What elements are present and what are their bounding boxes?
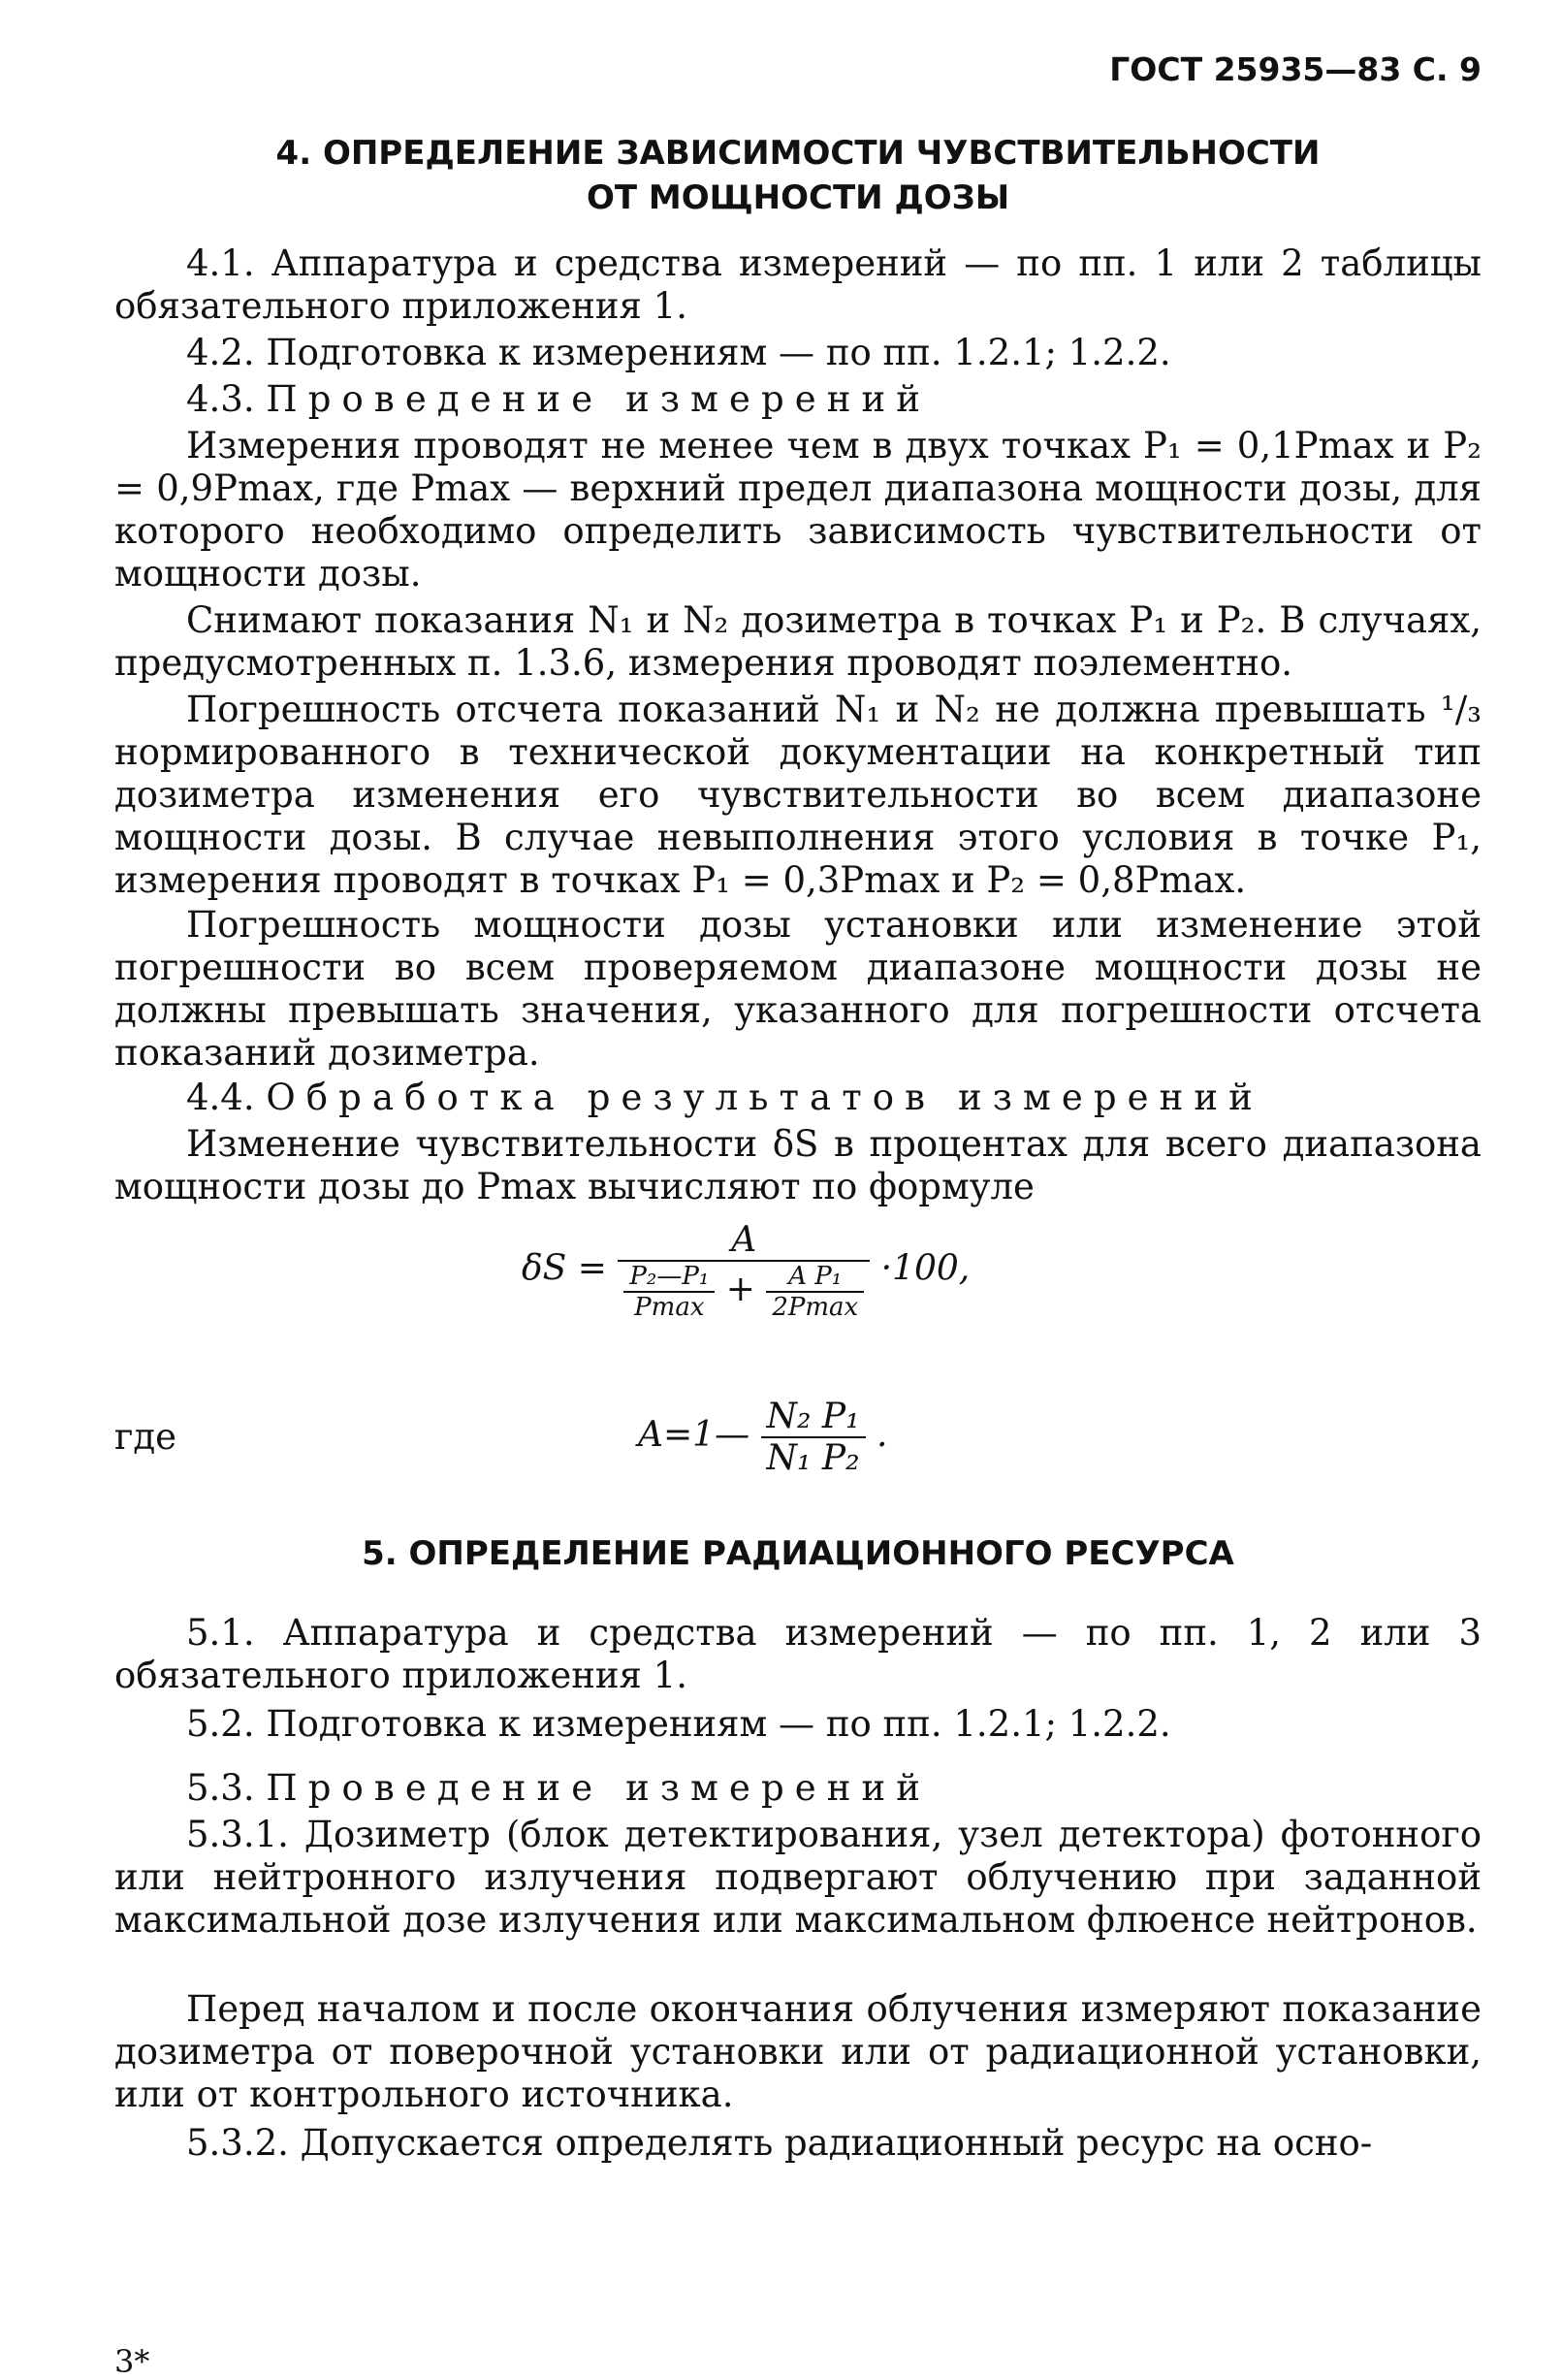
formula-main-fraction — [618, 1220, 870, 1322]
formula-den-fraction-a — [623, 1262, 715, 1322]
where-label: где — [114, 1416, 177, 1458]
subsection-title: Проведение измерений — [266, 378, 932, 420]
formula-sensitivity — [114, 1220, 1562, 1322]
heading-line-2: ОТ МОЩНОСТИ ДОЗЫ — [586, 177, 1010, 217]
formula-den-fraction-b — [766, 1262, 864, 1322]
section-4-heading — [114, 132, 1482, 221]
formula-a-lhs: A=1— — [638, 1415, 750, 1455]
paragraph-4-3-b: Снимают показания N₁ и N₂ дозиметра в точках P₁ и P₂. В случаях, предусмотренных п. 1.3.6, измерения проводят поэлементно. — [114, 599, 1482, 684]
formula-numerator: A — [618, 1220, 870, 1262]
paragraph-4-4-a: Изменение чувствительности δS в процентах для всего диапазона мощности дозы до Pmax вычисляют по формуле — [114, 1123, 1482, 1207]
formula-denominator — [618, 1262, 870, 1322]
subsection-title: Обработка результатов измерений — [266, 1077, 1263, 1118]
heading-section-5: 5. ОПРЕДЕЛЕНИЕ РАДИАЦИОННОГО РЕСУРСА — [362, 1534, 1234, 1573]
formula-a-denominator: N₁ P₂ — [766, 1438, 860, 1478]
formula-a-fraction — [761, 1397, 866, 1478]
paragraph-4-4-heading — [114, 1077, 1482, 1119]
paragraph-4-3-a: Измерения проводят не менее чем в двух точках P₁ = 0,1Pmax и P₂ = 0,9Pmax, где Pmax — верхний предел диапазона мощности дозы, для которого необходимо определить зависимость чувствительности от мощности дозы. — [114, 425, 1482, 595]
paragraph-5-3-1-b: Перед началом и после окончания облучения измеряют показание дозиметра от поверочной установки или от радиационной установки, или от контрольного источника. — [114, 1988, 1482, 2115]
section-number: 4.3. — [186, 378, 255, 420]
paragraph-4-3-heading — [114, 378, 1482, 421]
den-b-denominator: 2Pmax — [772, 1293, 859, 1322]
den-a-denominator: Pmax — [634, 1293, 705, 1322]
paragraph-5-3-heading — [114, 1767, 1482, 1810]
paragraph-4-1: 4.1. Аппаратура и средства измерений — по пп. 1 или 2 таблицы обязательного приложения 1. — [114, 242, 1482, 327]
formula-plus: + — [725, 1270, 755, 1309]
paragraph-5-2: 5.2. Подготовка к измерениям — по пп. 1.2.1; 1.2.2. — [186, 1703, 1171, 1745]
paragraph-4-3-d: Погрешность мощности дозы установки или изменение этой погрешности во всем проверяемом диапазоне мощности дозы не должны превышать значения, указанного для погрешности отсчета показаний дозиметра. — [114, 904, 1482, 1074]
page-footnote: 3* — [114, 2343, 150, 2380]
section-5-heading — [114, 1532, 1482, 1577]
section-number: 5.3. — [186, 1767, 255, 1809]
section-number: 4.4. — [186, 1077, 255, 1118]
heading-line-1: 4. ОПРЕДЕЛЕНИЕ ЗАВИСИМОСТИ ЧУВСТВИТЕЛЬНОСТИ — [275, 134, 1321, 173]
page-header: ГОСТ 25935—83 С. 9 — [1109, 50, 1482, 88]
formula-tail: ·100, — [880, 1248, 971, 1289]
paragraph-5-3-1: 5.3.1. Дозиметр (блок детектирования, узел детектора) фотонного или нейтронного излучения подвергают облучению при заданной максимальной дозе излучения или максимальном флюенсе нейтронов. — [114, 1814, 1482, 1941]
formula-a-tail: . — [877, 1415, 888, 1455]
formula-a-numerator: N₂ P₁ — [761, 1397, 866, 1438]
paragraph-4-3-c: Погрешность отсчета показаний N₁ и N₂ не должна превышать ¹/₃ нормированного в технической документации на конкретный тип дозиметра изменения его чувствительности во всем диапазоне мощности дозы. В случае невыполнения этого условия в точке P₁, измерения проводят в точках P₁ = 0,3Pmax и P₂ = 0,8Pmax. — [114, 689, 1482, 901]
paragraph-5-1: 5.1. Аппаратура и средства измерений — по пп. 1, 2 или 3 обязательного приложения 1. — [114, 1612, 1482, 1696]
formula-a — [114, 1397, 1562, 1478]
paragraph-4-2: 4.2. Подготовка к измерениям — по пп. 1.2.1; 1.2.2. — [186, 332, 1171, 373]
formula-lhs: δS = — [522, 1248, 607, 1289]
paragraph-5-3-2: 5.3.2. Допускается определять радиационный ресурс на осно- — [186, 2122, 1373, 2164]
subsection-title: Проведение измерений — [266, 1767, 932, 1809]
den-a-numerator: P₂—P₁ — [623, 1262, 715, 1293]
den-b-numerator: A P₁ — [766, 1262, 864, 1293]
